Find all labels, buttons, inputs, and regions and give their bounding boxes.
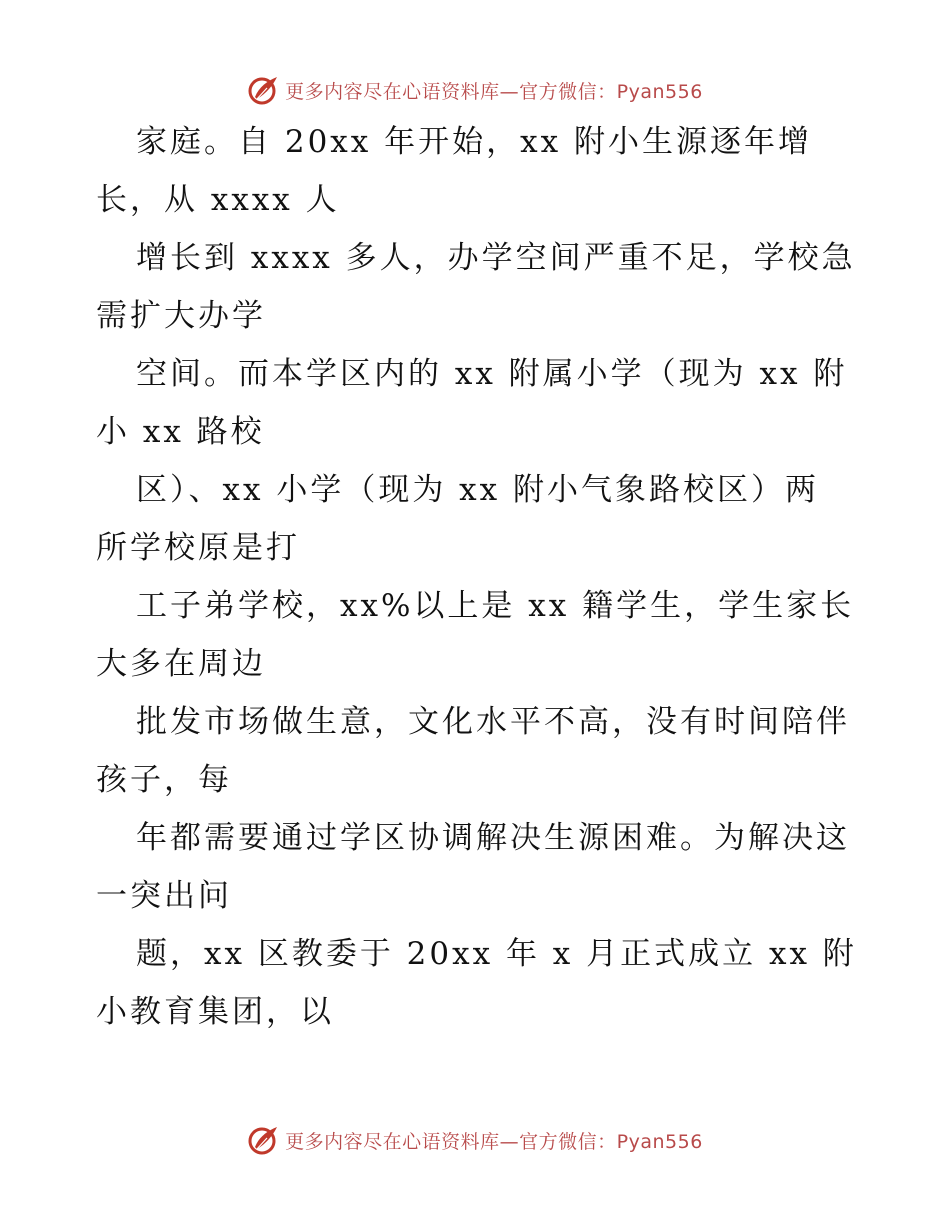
body-line: 大多在周边	[96, 646, 266, 682]
body-line: 小 xx 路校	[96, 414, 265, 450]
body-line: 小教育集团，以	[96, 994, 334, 1030]
body-line: 长，从 xxxx 人	[96, 182, 340, 218]
footer-banner	[0, 1120, 950, 1160]
body-line: 所学校原是打	[96, 530, 300, 566]
body-line: 一突出问	[96, 878, 232, 914]
quill-logo-icon	[247, 1123, 281, 1157]
body-line: 题，xx 区教委于 20xx 年 x 月正式成立 xx 附	[136, 936, 857, 972]
header-banner	[0, 70, 950, 110]
header-banner-text: 更多内容尽在心语资料库—官方微信：Pyan556	[285, 80, 703, 103]
footer-banner-text: 更多内容尽在心语资料库—官方微信：Pyan556	[285, 1130, 703, 1153]
body-line: 需扩大办学	[96, 298, 266, 334]
body-line: 工子弟学校，xx%以上是 xx 籍学生，学生家长	[136, 588, 855, 624]
body-line: 批发市场做生意，文化水平不高，没有时间陪伴	[136, 704, 850, 740]
body-line: 孩子，每	[96, 762, 232, 798]
body-line: 年都需要通过学区协调解决生源困难。为解决这	[136, 820, 850, 856]
body-line: 增长到 xxxx 多人，办学空间严重不足，学校急	[136, 240, 856, 276]
body-line: 区）、xx 小学（现为 xx 附小气象路校区）两	[136, 472, 819, 508]
quill-logo-icon	[247, 73, 281, 107]
body-line: 家庭。自 20xx 年开始，xx 附小生源逐年增	[136, 124, 812, 160]
body-line: 空间。而本学区内的 xx 附属小学（现为 xx 附	[136, 356, 848, 392]
